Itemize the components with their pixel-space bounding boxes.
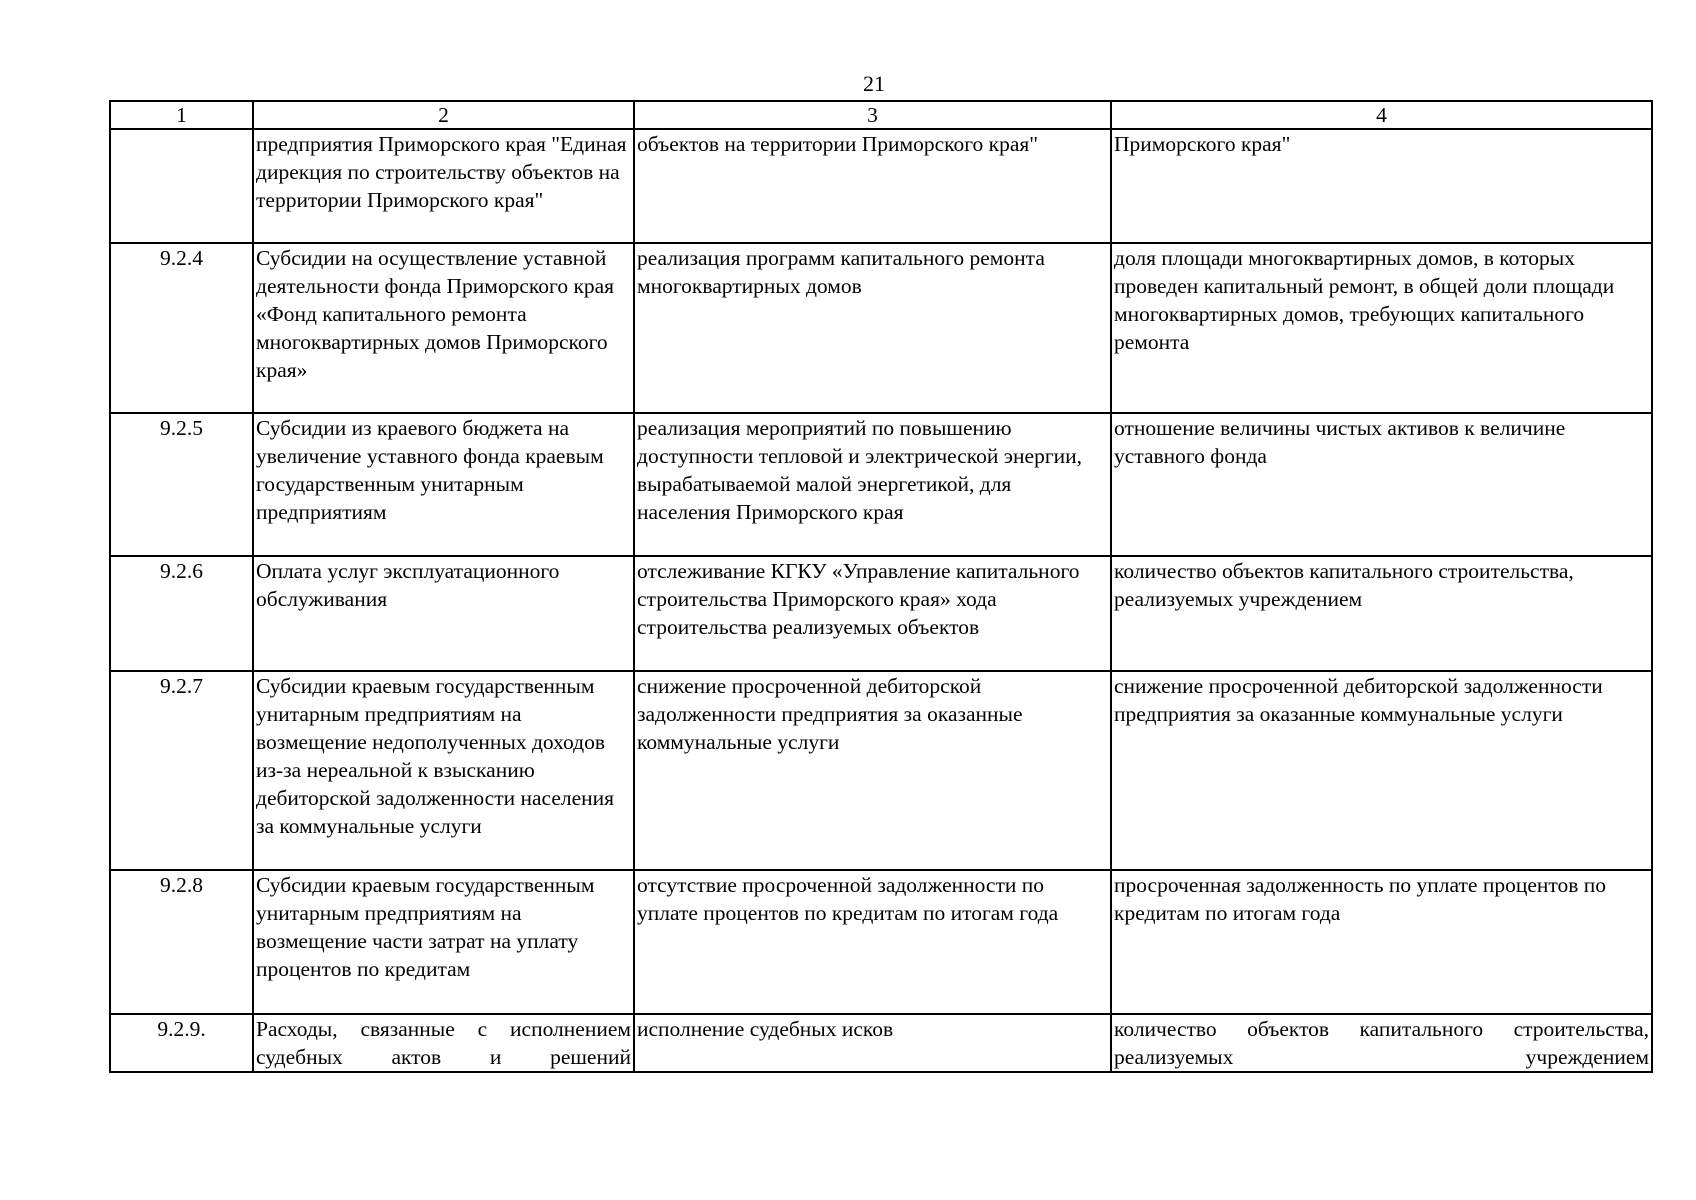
- row-number-cell: 9.2.4: [110, 243, 253, 413]
- row-number-cell: [110, 129, 253, 243]
- expense-name-cell: Субсидии краевым государственным унитарным предприятиям на возмещение недополученных доходов из-за нереальной к взысканию дебиторской задолженности населения за коммунальные услуги: [253, 671, 634, 870]
- goal-cell: исполнение судебных исков: [634, 1014, 1111, 1072]
- table-row: [110, 243, 1652, 413]
- page-number: 21: [863, 71, 885, 96]
- table-row: [110, 1014, 1652, 1072]
- expense-name-cell: Субсидии из краевого бюджета на увеличение уставного фонда краевым государственным унитарным предприятиям: [253, 413, 634, 556]
- row-number-cell: 9.2.7: [110, 671, 253, 870]
- table-row: [110, 870, 1652, 1014]
- table-row: [110, 413, 1652, 556]
- indicator-cell: количество объектов капитального строительства, реализуемых учреждением: [1111, 556, 1652, 671]
- expense-name-cell: предприятия Приморского края "Единая дирекция по строительству объектов на территории Приморского края": [253, 129, 634, 243]
- goal-cell: реализация мероприятий по повышению доступности тепловой и электрической энергии, вырабатываемой малой энергетикой, для населения Приморского края: [634, 413, 1111, 556]
- indicator-cell: просроченная задолженность по уплате процентов по кредитам по итогам года: [1111, 870, 1652, 1014]
- row-number-cell: 9.2.6: [110, 556, 253, 671]
- indicator-cell: Приморского края": [1111, 129, 1652, 243]
- expense-name-cell: Расходы, связанные с исполнением судебных актов и решений: [253, 1014, 634, 1072]
- goal-cell: отсутствие просроченной задолженности по уплате процентов по кредитам по итогам года: [634, 870, 1111, 1014]
- goal-cell: снижение просроченной дебиторской задолженности предприятия за оказанные коммунальные услуги: [634, 671, 1111, 870]
- column-header: 4: [1111, 101, 1652, 129]
- indicator-cell: доля площади многоквартирных домов, в которых проведен капитальный ремонт, в общей доли площади многоквартирных домов, требующих капитального ремонта: [1111, 243, 1652, 413]
- row-number-cell: 9.2.9.: [110, 1014, 253, 1072]
- table-row: [110, 671, 1652, 870]
- table-row: [110, 556, 1652, 671]
- table-row: [110, 129, 1652, 243]
- document-table: [109, 100, 1653, 1073]
- expense-name-cell: Субсидии краевым государственным унитарным предприятиям на возмещение части затрат на уплату процентов по кредитам: [253, 870, 634, 1014]
- row-number-cell: 9.2.8: [110, 870, 253, 1014]
- expense-name-cell: Субсидии на осуществление уставной деятельности фонда Приморского края «Фонд капитального ремонта многоквартирных домов Приморского края»: [253, 243, 634, 413]
- column-header: 1: [110, 101, 253, 129]
- indicator-cell: снижение просроченной дебиторской задолженности предприятия за оказанные коммунальные услуги: [1111, 671, 1652, 870]
- goal-cell: реализация программ капитального ремонта многоквартирных домов: [634, 243, 1111, 413]
- expense-name-cell: Оплата услуг эксплуатационного обслуживания: [253, 556, 634, 671]
- goal-cell: отслеживание КГКУ «Управление капитального строительства Приморского края» хода строительства реализуемых объектов: [634, 556, 1111, 671]
- indicator-cell: отношение величины чистых активов к величине уставного фонда: [1111, 413, 1652, 556]
- column-header: 3: [634, 101, 1111, 129]
- column-header: 2: [253, 101, 634, 129]
- row-number-cell: 9.2.5: [110, 413, 253, 556]
- goal-cell: объектов на территории Приморского края": [634, 129, 1111, 243]
- table-header-row: [110, 101, 1652, 129]
- indicator-cell: количество объектов капитального строительства, реализуемых учреждением: [1111, 1014, 1652, 1072]
